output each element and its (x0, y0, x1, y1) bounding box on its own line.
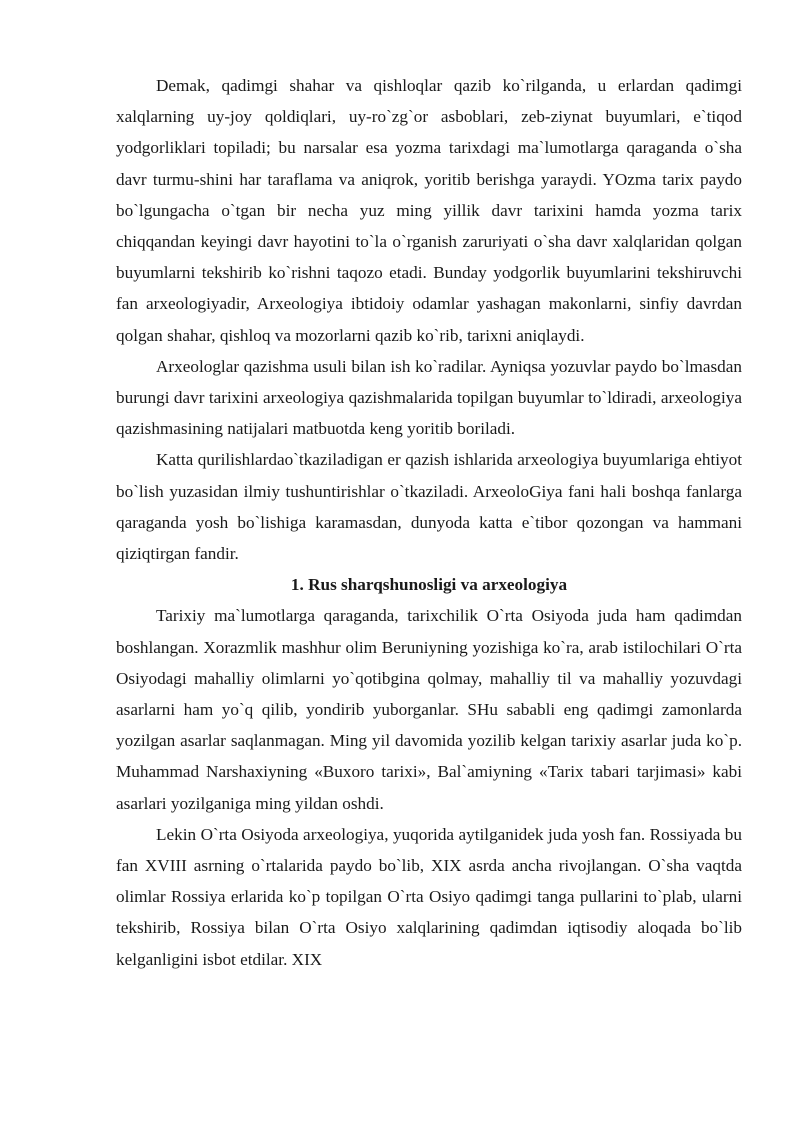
paragraph-1: Demak, qadimgi shahar va qishloqlar qazib ko`rilganda, u erlardan qadimgi xalqlarning uy-joy qoldiqlari, uy-ro`zg`or asboblari, zeb-ziynat buyumlari, e`tiqod yodgorliklari topiladi; bu narsalar esa yozma tarixdagi ma`lumotlarga qaraganda o`sha davr turmu-shini har taraflama va aniqrok, yoritib berishga yaraydi. YOzma tarix paydo bo`lgungacha o`tgan bir necha yuz ming yillik davr tarixini hamda yozma tarix chiqqandan keyingi davr hayotini to`la o`rganish zaruriyati o`sha davr xalqlaridan qolgan buyumlarni tekshirib ko`rishni taqozo etadi. Bunday yodgorlik buyumlarini tekshiruvchi fan arxeologiyadir, Arxeologiya ibtidoiy odamlar yashagan makonlarni, sinfiy davrdan qolgan shahar, qishloq va mozorlarni qazib ko`rib, tarixni aniqlaydi. (116, 76, 742, 345)
document-body (116, 70, 742, 975)
section-heading: 1. Rus sharqshunosligi va arxeologiya (290, 575, 568, 595)
paragraph-3: Katta qurilishlardao`tkaziladigan er qazish ishlarida arxeologiya buyumlariga ehtiyot bo`lish yuzasidan ilmiy tushuntirishlar o`tkaziladi. ArxeoloGiya fani hali boshqa fanlarga qaraganda yosh bo`lishiga karamasdan, dunyoda katta e`tibor qozongan va hammani qiziqtirgan fandir. (116, 450, 742, 564)
paragraph-5: Lekin O`rta Osiyoda arxeologiya, yuqorida aytilganidek juda yosh fan. Rossiyada bu fan XVIII asrning o`rtalarida paydo bo`lib, XIX asrda ancha rivojlangan. O`sha vaqtda olimlar Rossiya erlarida ko`p topilgan O`rta Osiyo qadimgi tanga pullarini to`plab, ularni tekshirib, Rossiya bilan O`rta Osiyo xalqlarining qadimdan iqtisodiy aloqada bo`lib kelganligini isbot etdilar. XIX (116, 824, 742, 969)
paragraph-4: Tarixiy ma`lumotlarga qaraganda, tarixchilik O`rta Osiyoda juda ham qadimdan boshlangan. Xorazmlik mashhur olim Beruniyning yozishiga ko`ra, arab istilochilari O`rta Osiyodagi mahalliy olimlarni yo`qotibgina qolmay, mahalliy til va mahalliy yozuvdagi asarlarni ham yo`q qilib, yondirib yuborganlar. SHu sababli eng qadimgi zamonlarda yozilgan asarlar saqlanmagan. Ming yil davomida yozilib kelgan tarixiy asarlar juda ko`p. Muhammad Narshaxiyning «Buxoro tarixi», Bal`amiyning «Tarix tabari tarjimasi» kabi asarlari yozilganiga ming yildan oshdi. (116, 606, 742, 813)
paragraph-2: Arxeologlar qazishma usuli bilan ish ko`radilar. Ayniqsa yozuvlar paydo bo`lmasdan burungi davr tarixini arxeologiya qazishmalarida topilgan buyumlar to`ldiradi, arxeologiya qazishmasining natijalari matbuotda keng yoritib boriladi. (116, 356, 742, 439)
